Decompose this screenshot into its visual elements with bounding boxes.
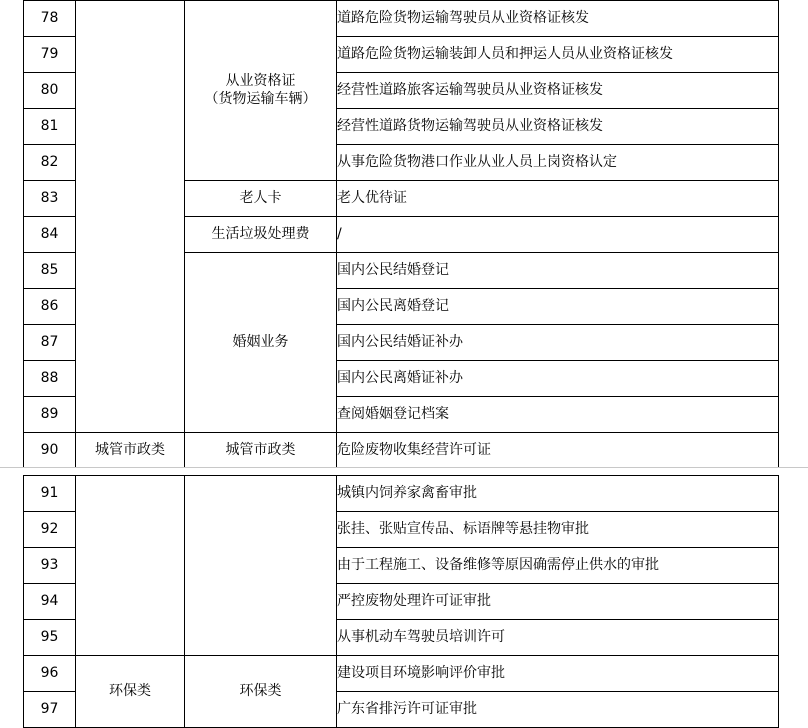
table-row [24,476,779,512]
category-environmental: 环保类 [76,656,185,728]
category-cell-blank [76,476,185,656]
service-item: 国内公民离婚证补办 [337,361,779,397]
row-number: 87 [24,325,76,361]
service-item: 经营性道路货物运输驾驶员从业资格证核发 [337,109,779,145]
service-item: 道路危险货物运输装卸人员和押运人员从业资格证核发 [337,37,779,73]
category-cell-blank [76,1,185,433]
row-number: 94 [24,584,76,620]
service-item: 城镇内饲养家禽畜审批 [337,476,779,512]
row-number: 95 [24,620,76,656]
subcategory-qualification [185,1,337,181]
row-number: 85 [24,253,76,289]
service-item: 从事危险货物港口作业从业人员上岗资格认定 [337,145,779,181]
service-item: 严控废物处理许可证审批 [337,584,779,620]
service-item: 广东省排污许可证审批 [337,692,779,728]
category-urban: 城管市政类 [76,433,185,468]
service-table-page-1 [23,0,779,468]
row-number: 84 [24,217,76,253]
row-number: 82 [24,145,76,181]
row-number: 92 [24,512,76,548]
row-number: 97 [24,692,76,728]
table-row [24,433,779,468]
service-item: 从事机动车驾驶员培训许可 [337,620,779,656]
service-item: 张挂、张贴宣传品、标语牌等悬挂物审批 [337,512,779,548]
table-row [24,1,779,37]
row-number: 78 [24,1,76,37]
row-number: 90 [24,433,76,468]
subcategory-cell-blank [185,476,337,656]
subcategory-marriage: 婚姻业务 [185,253,337,433]
row-number: 80 [24,73,76,109]
row-number: 86 [24,289,76,325]
service-item: 危险废物收集经营许可证 [337,433,779,468]
service-item: 老人优待证 [337,181,779,217]
service-table-page-2 [23,475,779,728]
row-number: 81 [24,109,76,145]
service-item: 国内公民结婚证补办 [337,325,779,361]
row-number: 91 [24,476,76,512]
service-item: 道路危险货物运输驾驶员从业资格证核发 [337,1,779,37]
row-number: 89 [24,397,76,433]
subcategory-garbage-fee: 生活垃圾处理费 [185,217,337,253]
table-row [24,656,779,692]
service-item: / [337,217,779,253]
page-break-divider [0,467,808,468]
service-item: 由于工程施工、设备维修等原因确需停止供水的审批 [337,548,779,584]
subcategory-urban: 城管市政类 [185,433,337,468]
row-number: 88 [24,361,76,397]
service-item: 国内公民结婚登记 [337,253,779,289]
service-item: 建设项目环境影响评价审批 [337,656,779,692]
row-number: 93 [24,548,76,584]
service-item: 经营性道路旅客运输驾驶员从业资格证核发 [337,73,779,109]
row-number: 96 [24,656,76,692]
service-item: 查阅婚姻登记档案 [337,397,779,433]
subcategory-environmental: 环保类 [185,656,337,728]
row-number: 83 [24,181,76,217]
service-item: 国内公民离婚登记 [337,289,779,325]
subcategory-elder-card: 老人卡 [185,181,337,217]
subcategory-line: 从业资格证 [225,73,296,89]
subcategory-line: （货物运输车辆） [204,90,317,107]
row-number: 79 [24,37,76,73]
